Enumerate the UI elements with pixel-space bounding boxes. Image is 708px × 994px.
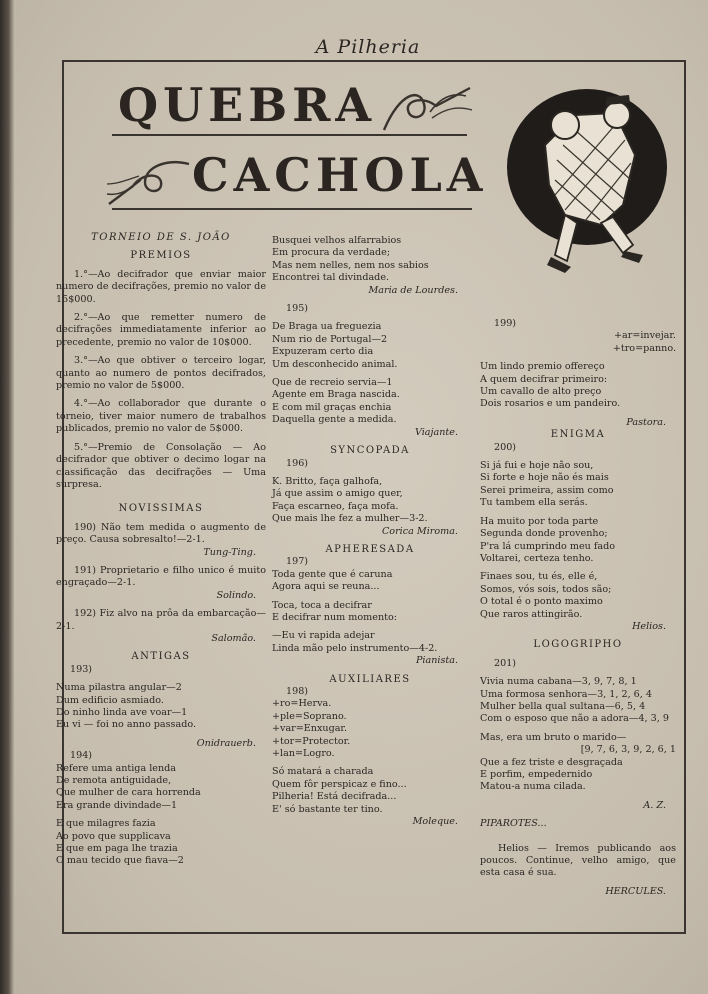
paragraph: 2.°—Ao que remetter numero de decifrações immediatamente inferior ao precedente, premio no valor de 10$000. xyxy=(56,312,266,348)
text-line: Que raros attingirão. xyxy=(480,608,583,620)
section-heading: PREMIOS xyxy=(130,250,192,262)
spacer xyxy=(56,491,266,503)
section-heading: ANTIGAS xyxy=(131,651,191,663)
text-line: Ao povo que supplicava xyxy=(56,830,171,842)
flourish-ornament-left xyxy=(105,150,193,210)
puzzle-number: 201) xyxy=(494,657,517,669)
text-line: Era grande divindade—1 xyxy=(56,799,178,811)
paragraph: 4.°—Ao collaborador que durante o torneio, tiver maior numero de trabalhos publicados, premio no valor de 5$000. xyxy=(56,398,266,435)
headline-rule-top xyxy=(112,134,467,136)
column-middle xyxy=(272,235,468,828)
text-line: Um lindo premio offereço xyxy=(480,361,605,373)
signature: Salomão. xyxy=(211,632,256,644)
headline-rule-bottom xyxy=(112,208,472,210)
puzzle-number: 195) xyxy=(286,303,309,315)
paragraph: 3.°—Ao que obtiver o terceiro logar, quanto ao numero de pontos decifrados, premio no valor de 5$000. xyxy=(56,355,266,392)
text-line: Agora aqui se reuna... xyxy=(272,581,380,593)
text-line-right: +tro=panno. xyxy=(612,342,676,354)
text-line: O total é o ponto maximo xyxy=(480,596,603,608)
spacer xyxy=(480,831,676,843)
text-line: Numa pilastra angular—2 xyxy=(56,682,182,694)
text-line-right: [9, 7, 6, 3, 9, 2, 6, 1 xyxy=(580,744,676,756)
puzzle-number: 200) xyxy=(494,441,517,453)
flourish-ornament-top xyxy=(380,82,475,142)
text-line: Vivia numa cabana—3, 9, 7, 8, 1 xyxy=(480,676,637,688)
text-line: Si forte e hoje não és mais xyxy=(480,472,609,484)
text-line: Busquei velhos alfarrabios xyxy=(272,235,402,246)
section-heading: SYNCOPADA xyxy=(330,445,410,457)
text-line: Matou-a numa cilada. xyxy=(480,781,586,793)
signature: Pastora. xyxy=(626,416,666,428)
text-line: Só matará a charada xyxy=(272,766,374,778)
puzzle-number: 194) xyxy=(70,750,93,762)
paragraph: 191) Proprietario e filho unico é muito engraçado—2-1. xyxy=(56,564,266,589)
text-line: Expuzeram certo dia xyxy=(272,346,374,358)
puzzle-number: 199) xyxy=(494,318,517,329)
text-line: Encontrei tal divindade. xyxy=(272,272,390,284)
text-line: Pilheria! Está decifrada... xyxy=(272,791,397,803)
paragraph: Helios — Iremos publicando aos poucos. Continue, velho amigo, que esta casa é sua. xyxy=(480,842,676,879)
text-line: Linda mão pelo instrumento—4-2. xyxy=(272,642,438,654)
signature: Maria de Lourdes. xyxy=(368,284,458,296)
signature: Moleque. xyxy=(412,816,458,828)
text-line: Somos, vós sois, todos são; xyxy=(480,583,612,595)
text-line: E com mil graças enchia xyxy=(272,401,392,413)
signature: HERCULES. xyxy=(605,885,666,897)
text-line: Quem fôr perspicaz e fino... xyxy=(272,778,407,790)
text-line: +ro=Herva. xyxy=(272,698,332,710)
text-line: Voltarei, certeza tenho. xyxy=(480,552,594,564)
text-line: Que a fez triste e desgraçada xyxy=(480,756,623,768)
paragraph: 192) Fiz alvo na prôa da embarcação—2-1. xyxy=(56,608,266,632)
text-line: Uma formosa senhora—3, 1, 2, 6, 4 xyxy=(480,688,652,700)
signature: A. Z. xyxy=(643,799,666,811)
headline-line-1: QUEBRA xyxy=(118,78,377,132)
text-line: E' só bastante ter tino. xyxy=(272,803,383,815)
text-line: Do ninho linda ave voar—1 xyxy=(56,707,188,718)
text-line: Que mulher de cara horrenda xyxy=(56,787,201,799)
signature: Helios. xyxy=(632,620,666,632)
text-line: Em procura da verdade; xyxy=(272,247,391,259)
text-line: Dois rosarios e um pandeiro. xyxy=(480,398,621,410)
text-line: Num rio de Portugal—2 xyxy=(272,333,388,345)
signature: Tung-Ting. xyxy=(203,546,256,558)
headline-line-2: CACHOLA xyxy=(192,148,488,202)
text-line: Agente em Braga nascida. xyxy=(272,389,400,401)
text-line: Finaes sou, tu és, elle é, xyxy=(480,571,598,583)
text-line: Dum edificio asmiado. xyxy=(56,694,164,706)
column-left xyxy=(56,232,266,868)
text-line: Mas, era um bruto o marido— xyxy=(480,731,627,743)
text-line: +ple=Soprano. xyxy=(272,710,347,722)
section-heading: ENIGMA xyxy=(550,429,606,441)
text-line: Um cavallo de alto preço xyxy=(480,386,602,398)
text-line: Um desconhecido animal. xyxy=(272,358,398,370)
text-line: E decifrar num momento: xyxy=(272,611,397,623)
paragraph: 5.°—Premio de Consolação — Ao decifrador que obtiver o decimo logar na classificação das decifrações — Uma surpresa. xyxy=(56,441,266,490)
text-line: A quem decifrar primeiro: xyxy=(480,373,608,385)
text-line-right: +ar=invejar. xyxy=(613,330,676,342)
text-line: Que de recreio servia—1 xyxy=(272,377,393,389)
puzzle-number: 198) xyxy=(286,686,309,697)
signature: Solindo. xyxy=(216,589,256,601)
section-heading: APHERESADA xyxy=(325,543,415,555)
text-line: E porfim, empedernido xyxy=(480,769,593,780)
signature: Viajante. xyxy=(414,426,458,438)
text-line: Refere uma antiga lenda xyxy=(56,762,177,774)
text-line: O mau tecido que fiava—2 xyxy=(56,855,184,867)
text-line: Que mais lhe fez a mulher—3-2. xyxy=(272,513,428,525)
text-line: Tu tambem ella serás. xyxy=(480,497,588,509)
text-line: De remota antiguidade, xyxy=(56,775,172,787)
text-line: E que em paga lhe trazia xyxy=(56,843,178,855)
text-line: Ha muito por toda parte xyxy=(480,515,599,527)
text-line: +var=Enxugar. xyxy=(272,723,348,735)
signature: Onidrauerb. xyxy=(196,737,256,749)
text-line: P'ra lá cumprindo meu fado xyxy=(480,540,616,552)
text-line: De Braga ua freguezia xyxy=(272,321,382,333)
puzzle-number: 197) xyxy=(286,556,309,568)
text-line: Serei primeira, assim como xyxy=(480,484,614,496)
column-right xyxy=(480,318,676,898)
section-heading: NOVISSIMAS xyxy=(118,503,204,515)
text-line: Eu vi — foi no anno passado. xyxy=(56,719,196,731)
section-heading: AUXILIARES xyxy=(329,673,411,685)
text-line: Com o esposo que não a adora—4, 3, 9 xyxy=(480,713,669,725)
text-line: Mas nem nelles, nem nos sabios xyxy=(272,259,429,271)
text-line: Segunda donde provenho; xyxy=(480,528,608,540)
text-line: Faça escarneo, faça mofa. xyxy=(272,500,399,512)
text-line: Daquella gente a medida. xyxy=(272,414,397,426)
paragraph: 1.°—Ao decifrador que enviar maior numero de decifrações, premio no valor de 15$000. xyxy=(56,268,266,305)
signature: Pianista. xyxy=(415,655,458,667)
section-heading: TORNEIO DE S. JOÃO xyxy=(91,232,231,243)
text-line: Já que assim o amigo quer, xyxy=(272,488,403,500)
dancing-couple-illustration xyxy=(505,85,670,285)
text-line: Toda gente que é caruna xyxy=(272,568,393,580)
text-line: Si já fui e hoje não sou, xyxy=(480,460,594,472)
running-title: A Pilheria xyxy=(315,36,421,58)
section-heading: LOGOGRIPHO xyxy=(533,639,623,651)
text-line: Toca, toca a decifrar xyxy=(272,599,372,611)
text-line: +lan=Logro. xyxy=(272,748,335,760)
text-line: +tor=Protector. xyxy=(272,735,351,747)
text-line: E que milagres fazia xyxy=(56,818,156,830)
page-spine xyxy=(0,0,14,994)
signature: Corica Miroma. xyxy=(381,525,458,537)
puzzle-number: 196) xyxy=(286,457,309,469)
paragraph: 190) Não tem medida o augmento de preço. Causa sobresalto!—2-1. xyxy=(56,521,266,546)
text-line: —Eu vi rapida adejar xyxy=(272,630,375,642)
text-line: PIPAROTES... xyxy=(480,818,547,830)
text-line: K. Britto, faça galhofa, xyxy=(272,475,383,487)
text-line: Mulher bella qual sultana—6, 5, 4 xyxy=(480,700,646,712)
puzzle-number: 193) xyxy=(70,663,93,675)
